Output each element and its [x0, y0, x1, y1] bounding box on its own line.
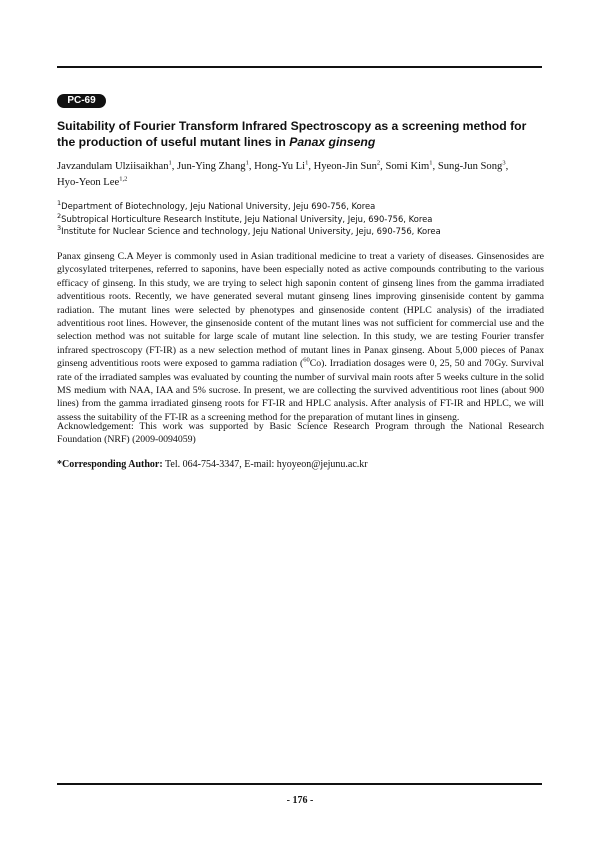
affiliation-list — [57, 200, 547, 238]
author: Jun-Ying Zhang$^1$ — [177, 159, 249, 172]
acknowledgement: Acknowledgement: This work was supported by Basic Science Research Program through the National Research Foundation (NRF) (2009-0094059) — [57, 421, 544, 446]
corresponding-label: *Corresponding Author: — [57, 459, 163, 470]
author: Sung-Jun Song$^3$ — [437, 159, 506, 172]
author-list: Javzandulam Ulziisaikhan$^1$, Jun-Ying Zhang$^1$, Hong-Yu Li$^1$, Hyeon-Jin Sun$^2$, Somi Kim$^1$, Sung-Jun Song$^3$, Hyo-Yeon Lee$^{1,2}$ — [57, 159, 509, 188]
author: Hyo-Yeon Lee$^{1,2}$ — [57, 175, 128, 188]
corresponding-author — [57, 458, 544, 472]
author: Somi Kim$^1$ — [385, 159, 433, 172]
bottom-rule — [57, 783, 542, 785]
title-main: Suitability of Fourier Transform Infrared Spectroscopy as a screening method for the production of useful mutant lines in — [57, 119, 527, 149]
corresponding-details: Tel. 064-754-3347, E-mail: hyoyeon@jejunu.ac.kr — [162, 459, 368, 470]
author: Hyeon-Jin Sun$^2$ — [313, 159, 381, 172]
affiliation: $^2$Subtropical Horticulture Research Institute, Jeju National University, Jeju, 690-756, Korea — [57, 211, 433, 224]
author: Javzandulam Ulziisaikhan$^1$ — [57, 159, 172, 172]
title-species: Panax ginseng — [289, 135, 376, 149]
abstract-body: Panax ginseng C.A Meyer is commonly used in Asian traditional medicine to treat a variety of diseases. Ginsenosides are glycosylated triterpenes, referred to saponins, have been especially noted as active compounds contributing to the various efficacy of ginseng. In this study, we are trying to select high saponin content of ginseng lines from the gamma irradiated adventitious roots. Recently, we have generated several mutant ginseng lines improving ginseniside content by gamma radiation. The mutant lines were selected by phenotypes and ginsenoside content (HPLC analysis) of the irradiated adventitious root lines. However, the ginsenoside content of the mutant lines was not sufficient for commercial use and the selection method was not suitable for large scale of mutant line selection. In this study, we are testing Fourier transfer infrared spectroscopy (FT-IR) as a new selection method of mutant lines in Panax ginseng. About 5,000 pieces of Panax ginseng adventitious roots were exposed to gamma radiation ($^{60}$Co). Irradiation dosages were 0, 25, 50 and 70Gy. Survival rate of the irradiated samples was evaluated by counting the number of survival main roots after 5 weeks culture in the solid MS medium with NAA, IAA and 5% sucrose. In present, we are collecting the survived adventitious root lines (about 900 lines) from the gamma irradiated ginseng roots for FT-IR and HPLC analysis. After analysis of FT-IR and HPLC, we will assess the suitability of the FT-IR as a screening method for the preparation of mutant lines in ginseng. — [57, 251, 545, 423]
poster-code-badge: PC-69 — [57, 94, 106, 108]
affiliation: $^3$Institute for Nuclear Science and technology, Jeju National University, Jeju, 690-756, Korea — [57, 224, 441, 236]
paper-title — [57, 118, 547, 150]
author: Hong-Yu Li$^1$ — [254, 159, 309, 172]
page-number: - 176 - — [286, 795, 314, 806]
affiliation: $^1$Department of Biotechnology, Jeju National University, Jeju 690-756, Korea — [57, 199, 376, 211]
top-rule — [57, 66, 542, 68]
